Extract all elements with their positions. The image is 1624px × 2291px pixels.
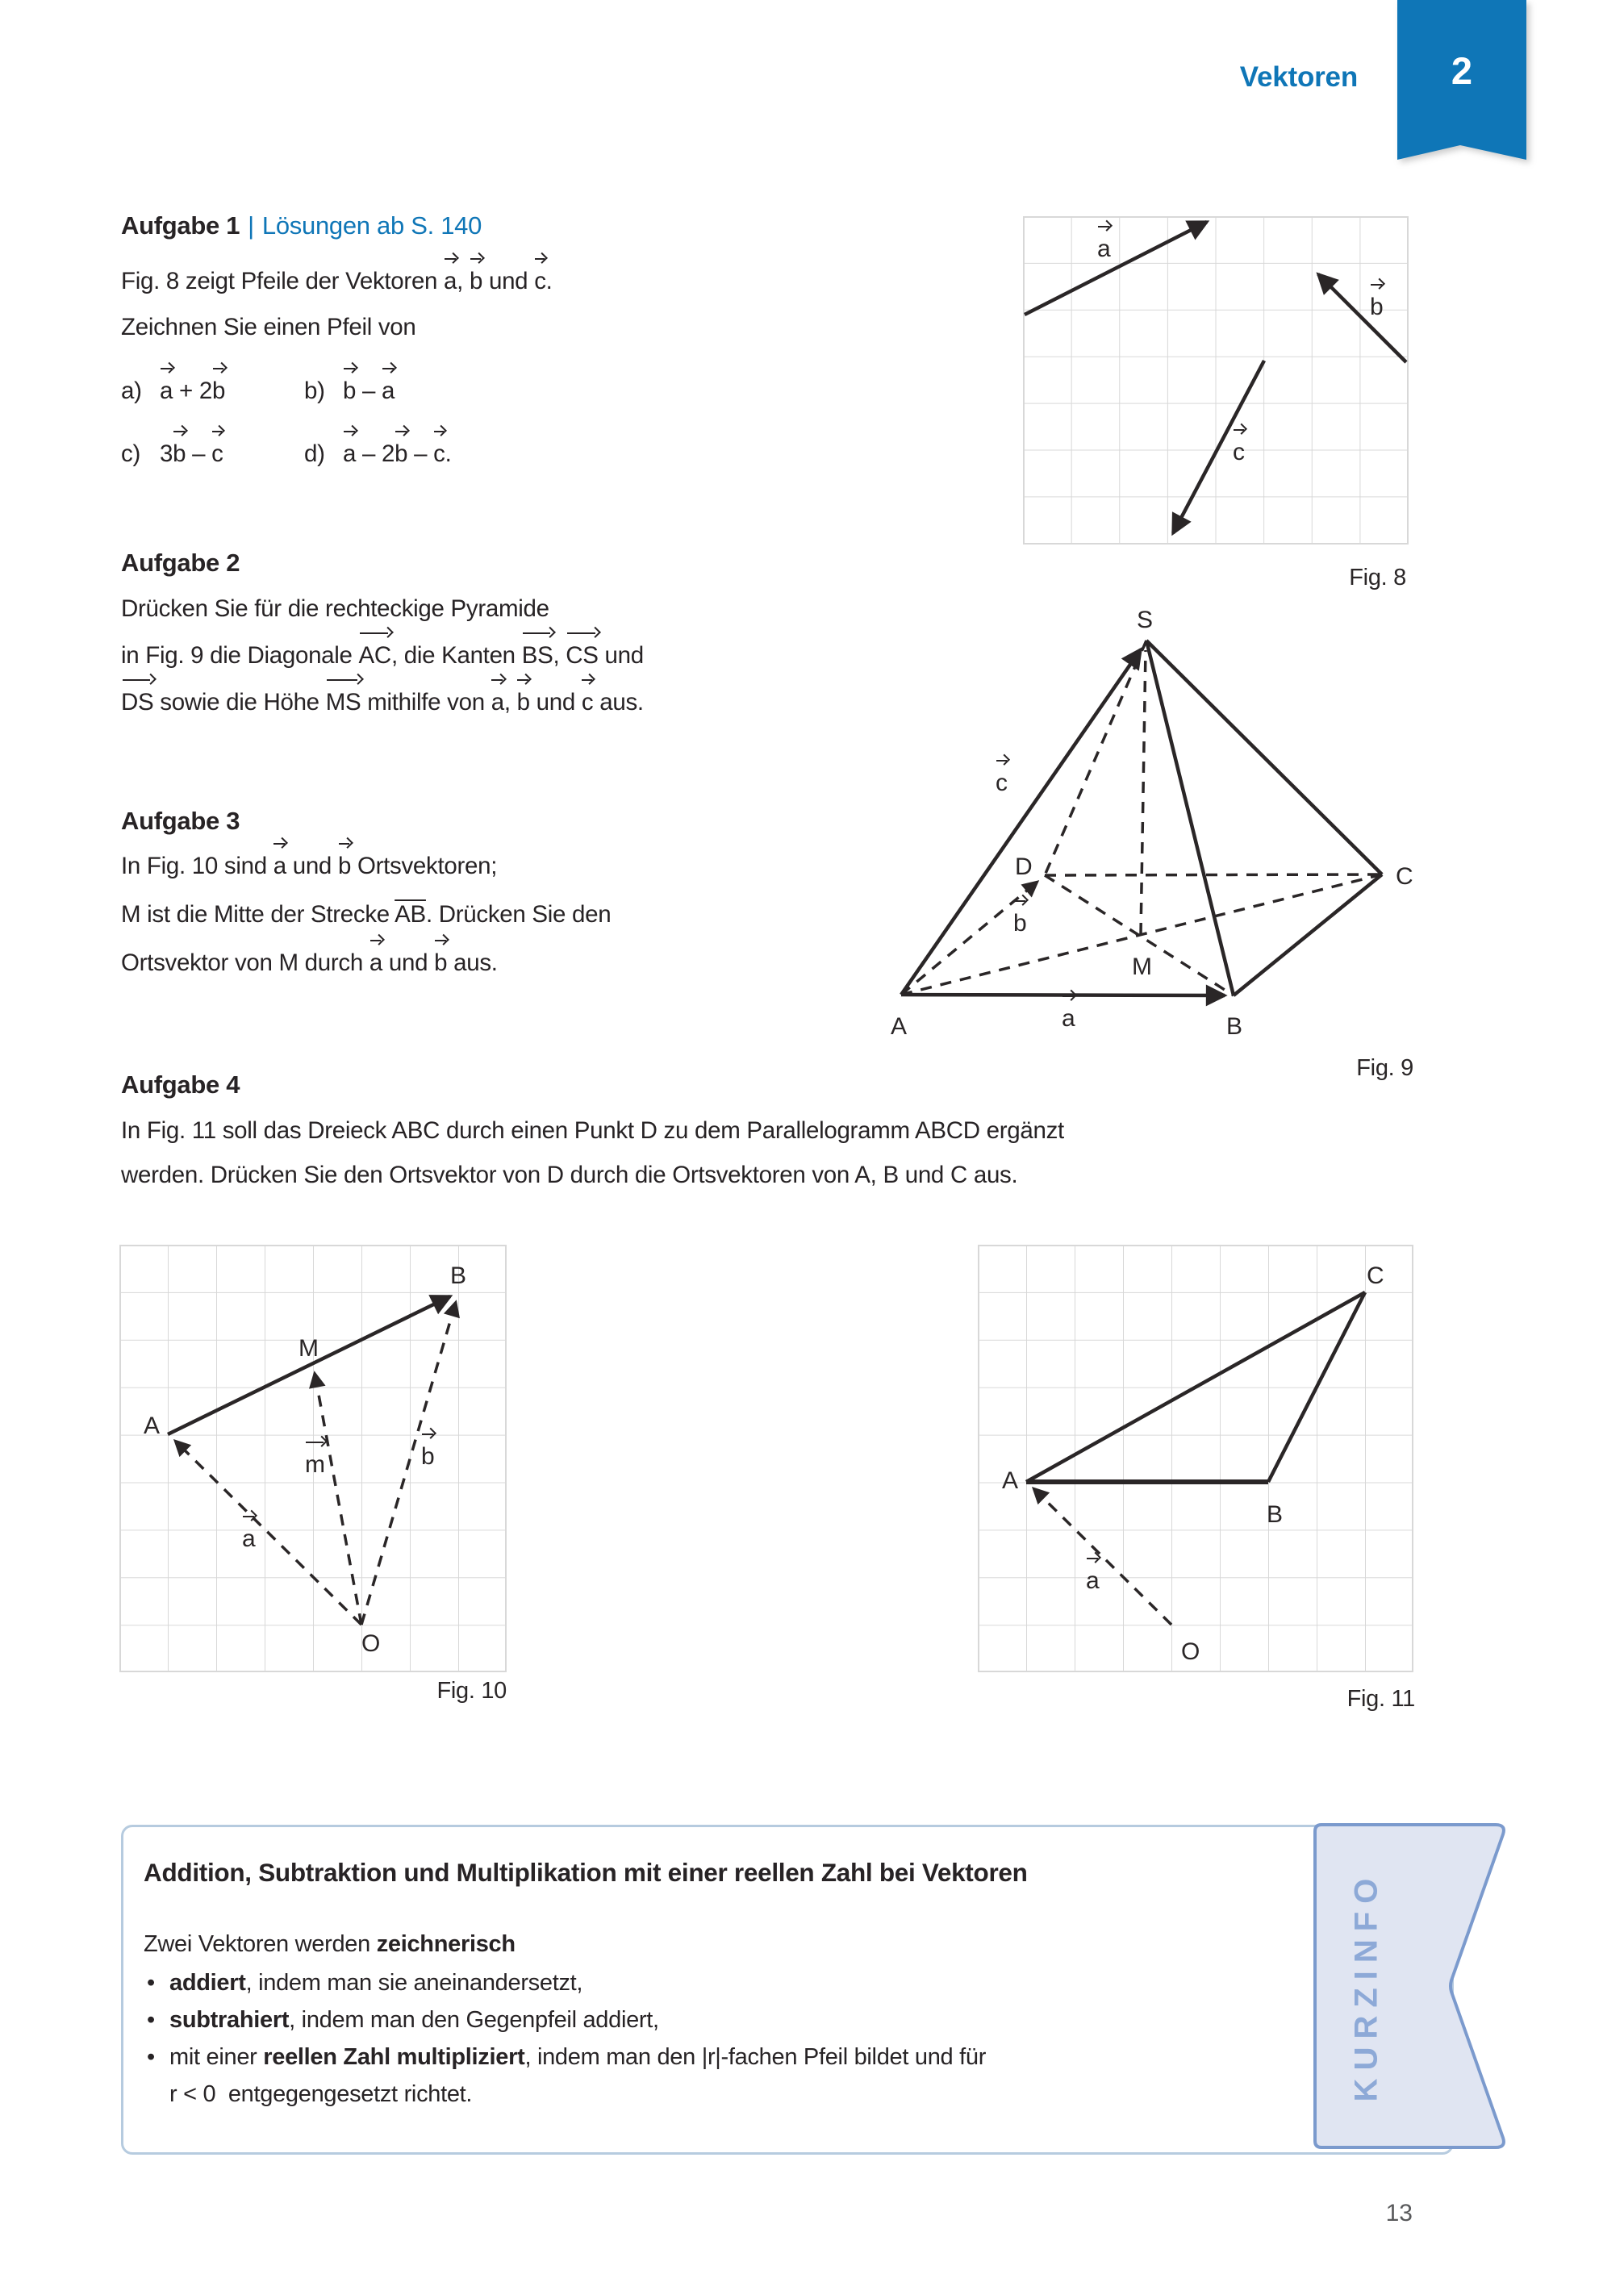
task3-title: Aufgabe 3 <box>121 807 240 835</box>
heading-separator: | <box>248 211 254 240</box>
fig9-label-D: D <box>1015 853 1033 880</box>
task3-line3: Ortsvektor von M durch a und b aus. <box>121 949 498 976</box>
task1-text <box>121 258 553 350</box>
kurzinfo-bullet-1 <box>144 1964 986 2001</box>
task3-heading <box>121 807 240 836</box>
solutions-link[interactable]: Lösungen ab S. 140 <box>261 211 482 240</box>
task4-text <box>121 1108 1428 1197</box>
figure-8 <box>1023 216 1409 545</box>
task1-heading <box>121 211 482 240</box>
item-label: c) <box>121 440 140 467</box>
bullet-line: r < 0 entgegengesetzt richtet. <box>169 2081 473 2107</box>
fig9-label-c: c <box>996 770 1008 796</box>
kurzinfo-tab-label: KURZINFO <box>1348 1870 1384 2102</box>
fig10-label-b: b <box>421 1443 435 1470</box>
kurzinfo-title: Addition, Subtraktion und Multiplikation mit einer reellen Zahl bei Vektoren <box>144 1858 1028 1887</box>
fig8-grid <box>1024 217 1408 544</box>
fig9-caption: Fig. 9 <box>1356 1055 1413 1081</box>
fig9-label-M: M <box>1132 954 1152 980</box>
edge-SC <box>1146 641 1382 874</box>
kurzinfo-intro: Zwei Vektoren werden zeichnerisch <box>144 1931 516 1957</box>
task3-line1: In Fig. 10 sind a und b Ortsvektoren; <box>121 853 498 879</box>
task2-line3: DS sowie die Höhe MS mithilfe von a, b und c aus. <box>121 689 644 716</box>
task2-title: Aufgabe 2 <box>121 549 240 577</box>
fig10-label-a: a <box>242 1525 256 1552</box>
figure-9 <box>887 597 1452 1049</box>
height-MS <box>1141 650 1146 934</box>
fig9-drawing <box>887 597 1452 1049</box>
fig11-label-A: A <box>1002 1467 1019 1494</box>
task3-line2: M ist die Mitte der Strecke $\overline{AB}$. Drücken Sie den <box>121 901 612 928</box>
task4-title: Aufgabe 4 <box>121 1070 240 1099</box>
band-shape <box>1315 1825 1504 2147</box>
fig10-label-M: M <box>298 1335 319 1362</box>
kurzinfo-box <box>121 1825 1454 2155</box>
fig11-grid <box>979 1246 1413 1671</box>
fig10-label-m: m <box>305 1451 325 1478</box>
fig10-label-O: O <box>361 1630 381 1657</box>
fig11-label-O: O <box>1181 1638 1200 1665</box>
fig8-drawing <box>1023 216 1409 545</box>
fig9-label-S: S <box>1137 607 1154 633</box>
fig11-label-B: B <box>1267 1501 1284 1528</box>
figure-11 <box>978 1245 1413 1672</box>
kurzinfo-bullet-2 <box>144 2001 986 2039</box>
item-expr: a – 2b – c. <box>343 440 452 467</box>
item-label: a) <box>121 378 142 404</box>
fig9-label-C: C <box>1396 863 1413 890</box>
task3-text <box>121 842 611 987</box>
fig8-label-c: c <box>1233 439 1245 465</box>
fig8-label-a: a <box>1097 236 1111 262</box>
fig9-label-a: a <box>1062 1005 1075 1032</box>
fig10-label-A: A <box>144 1413 161 1439</box>
bullet-line: • mit einer reellen Zahl multipliziert, indem man den |r|-fachen Pfeil bildet und für <box>169 2044 987 2070</box>
edge-DC <box>1045 874 1382 875</box>
task2-line2: in Fig. 9 die Diagonale AC, die Kanten BS, CS und <box>121 642 644 669</box>
task4-line1: In Fig. 11 soll das Dreieck ABC durch einen Punkt D zu dem Parallelogramm ABCD ergänzt <box>121 1117 1064 1144</box>
item-expr: 3b – c <box>160 440 223 467</box>
chapter-label: Vektoren <box>1239 61 1358 93</box>
kurzinfo-bullet-3 <box>144 2039 986 2113</box>
fig9-label-B: B <box>1226 1013 1243 1040</box>
chapter-number: 2 <box>1451 49 1473 92</box>
edge-SD <box>1045 641 1146 875</box>
fig9-label-A: A <box>891 1013 908 1040</box>
fig11-label-a: a <box>1086 1567 1100 1594</box>
item-expr: b – a <box>343 378 395 404</box>
task1-item-a <box>121 378 225 405</box>
item-label: b) <box>304 378 325 404</box>
bullet-line: • subtrahiert, indem man den Gegenpfeil addiert, <box>169 2007 659 2033</box>
kurzinfo-band <box>1312 1822 1510 2153</box>
task1-line2: Zeichnen Sie einen Pfeil von <box>121 314 416 340</box>
task2-text <box>121 586 644 726</box>
item-label: d) <box>304 440 325 467</box>
task1-item-c <box>121 440 223 468</box>
task2-line1: Drücken Sie für die rechteckige Pyramide <box>121 595 549 622</box>
edge-SB <box>1146 641 1234 995</box>
fig11-label-C: C <box>1367 1262 1384 1289</box>
page-number: 13 <box>1385 2200 1413 2226</box>
kurzinfo-bullets <box>144 1964 986 2113</box>
fig11-drawing <box>978 1245 1413 1672</box>
bullet-line: • addiert, indem man sie aneinandersetzt, <box>169 1970 583 1996</box>
task4-heading <box>121 1070 240 1100</box>
task1-line1: Fig. 8 zeigt Pfeile der Vektoren a, b und c. <box>121 268 553 294</box>
task1-item-d <box>304 440 452 468</box>
task1-title: Aufgabe 1 <box>121 211 240 240</box>
fig9-label-b: b <box>1013 910 1027 937</box>
fig8-label-b: b <box>1370 294 1384 320</box>
task4-line2: werden. Drücken Sie den Ortsvektor von D durch die Ortsvektoren von A, B und C aus. <box>121 1162 1018 1188</box>
fig11-caption: Fig. 11 <box>1346 1686 1415 1712</box>
edge-BC <box>1234 874 1382 995</box>
fig8-caption: Fig. 8 <box>1349 565 1406 590</box>
figure-10 <box>119 1245 507 1672</box>
item-expr: a + 2b <box>160 378 226 404</box>
task2-heading <box>121 549 240 578</box>
fig10-caption: Fig. 10 <box>436 1678 507 1704</box>
task1-item-b <box>304 378 395 405</box>
fig10-label-B: B <box>450 1262 467 1289</box>
